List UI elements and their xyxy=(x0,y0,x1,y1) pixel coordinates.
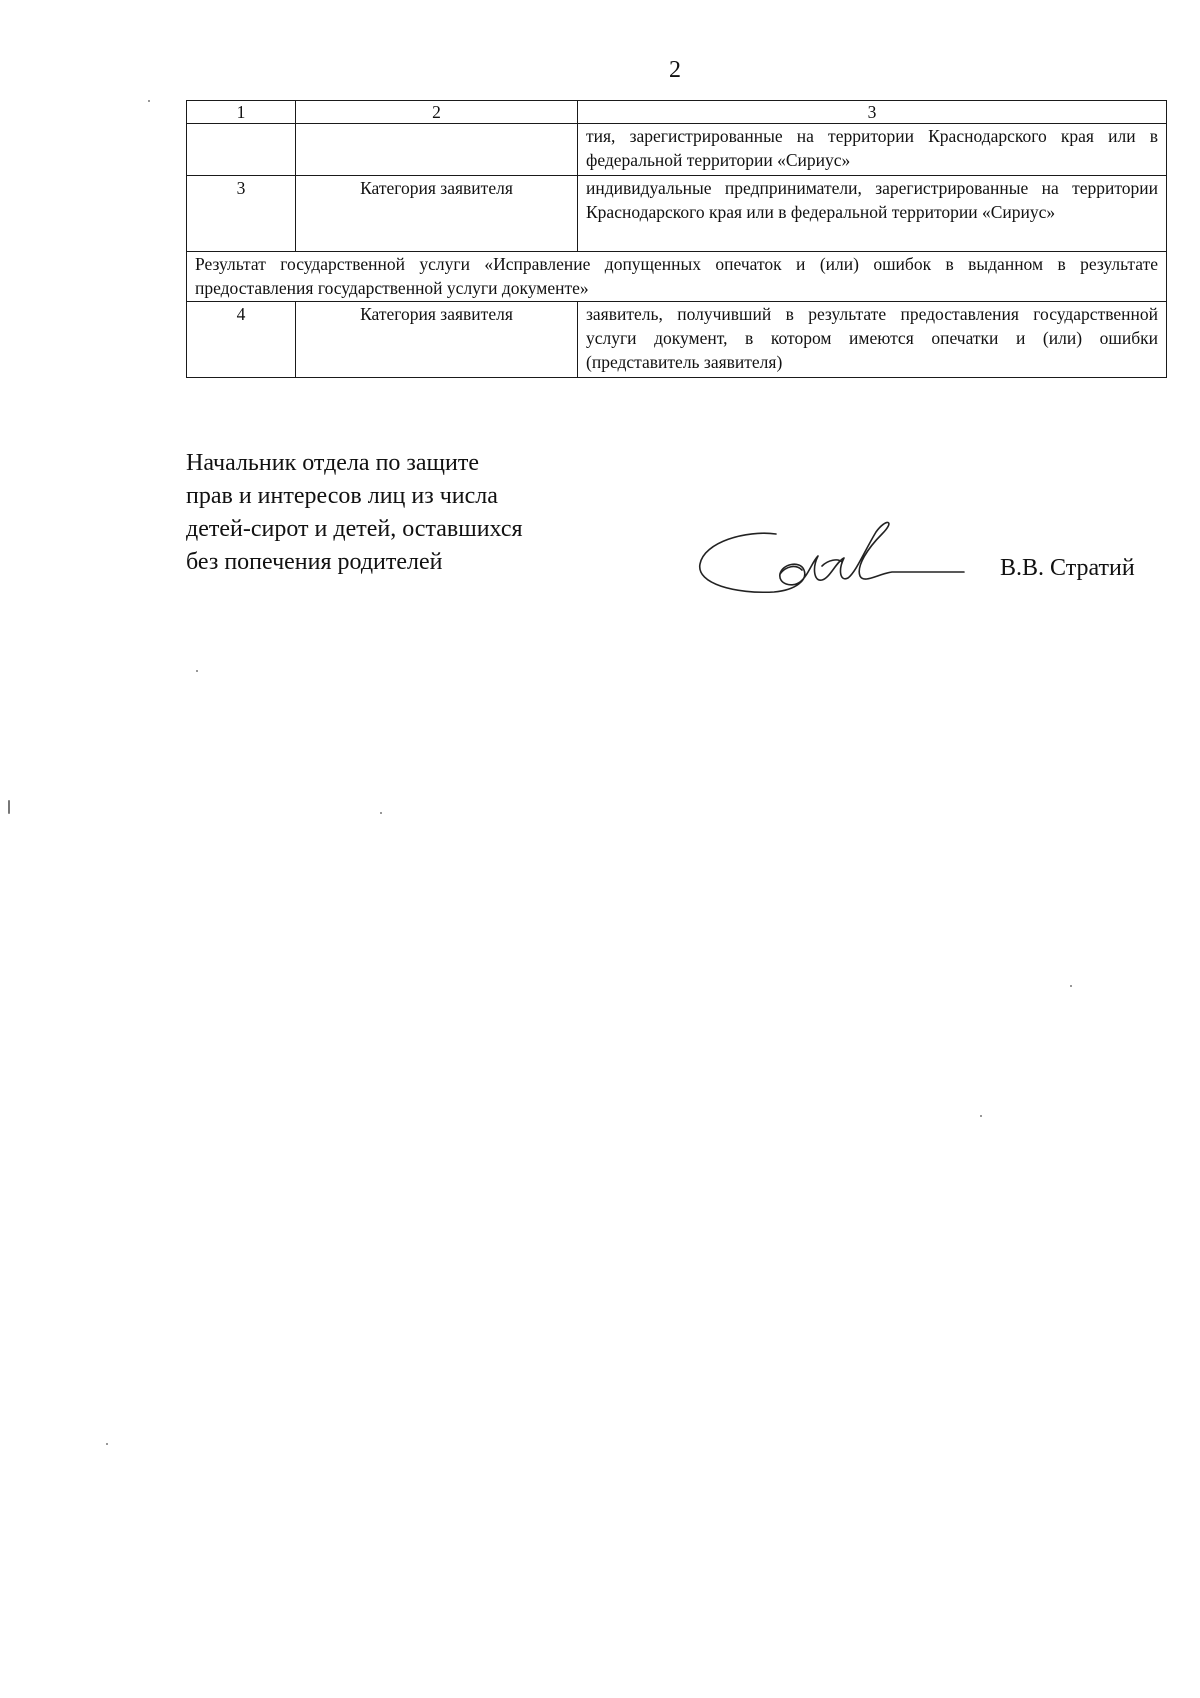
header-cell: 2 xyxy=(296,101,578,124)
scan-speck xyxy=(148,100,150,102)
table-header-row xyxy=(187,101,1167,124)
page-number: 2 xyxy=(669,57,681,83)
signer-name: В.В. Стратий xyxy=(1000,555,1135,581)
scan-speck xyxy=(980,1115,982,1117)
row-value: заявитель, получивший в результате предоставления государственной услуги документ, в котором имеются опечатки и (или) ошибки (представитель заявителя) xyxy=(578,302,1167,378)
header-cell: 3 xyxy=(578,101,1167,124)
position-line: прав и интересов лиц из числа xyxy=(186,483,498,509)
position-line: Начальник отдела по защите xyxy=(186,450,480,476)
scan-speck xyxy=(8,800,10,814)
row-value: индивидуальные предприниматели, зарегистрированные на территории Краснодарского края или в федеральной территории «Сириус» xyxy=(578,176,1167,252)
row-label xyxy=(296,124,578,176)
header-cell: 1 xyxy=(187,101,296,124)
position-line: детей-сирот и детей, оставшихся xyxy=(186,516,523,542)
position-line: без попечения родителей xyxy=(186,549,443,575)
scan-speck xyxy=(380,812,382,814)
section-title: Результат государственной услуги «Исправление допущенных опечаток и (или) ошибок в выданном в результате предоставления государственной услуги документе» xyxy=(187,252,1167,302)
row-number: 3 xyxy=(187,176,296,252)
row-value: тия, зарегистрированные на территории Краснодарского края или в федеральной территории «Сириус» xyxy=(578,124,1167,176)
row-label: Категория заявителя xyxy=(296,176,578,252)
row-number: 4 xyxy=(187,302,296,378)
row-number xyxy=(187,124,296,176)
row-label: Категория заявителя xyxy=(296,302,578,378)
table-row xyxy=(187,124,1167,176)
table-row xyxy=(187,176,1167,252)
table-section-row xyxy=(187,252,1167,302)
scan-speck xyxy=(106,1443,108,1445)
scan-speck xyxy=(196,670,198,672)
scan-speck xyxy=(1070,985,1072,987)
signer-position xyxy=(186,447,606,579)
services-table xyxy=(186,100,1167,378)
table-row xyxy=(187,302,1167,378)
handwritten-signature xyxy=(696,512,966,612)
